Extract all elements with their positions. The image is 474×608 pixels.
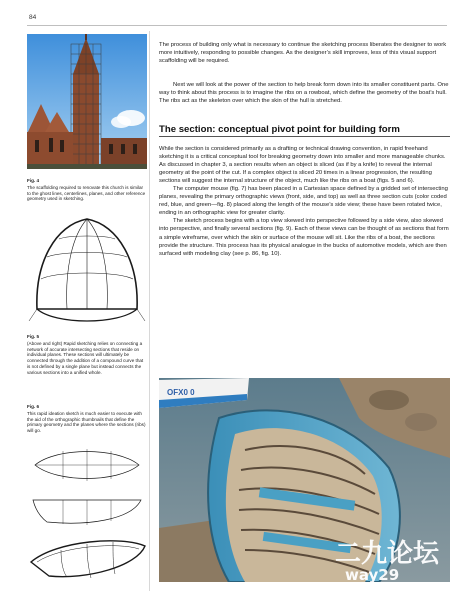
boat-perspective-sketch (27, 532, 147, 584)
rowboat-illustration (159, 378, 450, 582)
section-body (159, 145, 450, 258)
watermark-line2: way29 (345, 566, 400, 582)
perspective-drawing (27, 532, 147, 584)
fig4-label: Fig. 4 (27, 178, 39, 183)
body-p1: While the section is considered primarily as a drafting or technical drawing convention, in rapid freehand sketching it is a critical conceptual tool for breaking geometry down into smaller and more manageable chunks. As discussed in chapter 3, a section results when an object is sliced (as if by a knife) to reveal the internal geometry at the point of the cut. If a complex object is sliced 20 times in a linear progression, the resulting sections will suggest the internal structure of the object, much like the ribs on a boat (figs. 5 and 6). (159, 146, 446, 185)
page-number: 84 (29, 14, 37, 21)
boat-hull-marking: OFX0 0 (167, 388, 195, 397)
column-divider (149, 31, 150, 591)
fig6-caption (27, 404, 147, 434)
fig5-caption (27, 334, 147, 376)
fig6-text: This rapid ideation sketch is much easier to execute with the aid of the orthographic thumbnails that define the primary geometry and the planes where the sections (ribs) will go. (27, 410, 146, 434)
body-p3: The sketch process begins with a top view skewed into perspective followed by a side view, also skewed into perspective, and finally several sections (fig. 9). Each of these views can be thought of as sections that form a simple wireframe, over which the skin or surface of the mouse will sit. Like the ribs of a boat, the sections provide the structure. This process has its physical analogue in the bucks of automotive models, which are then surfaced with modeling clay (see p. 86, fig. 10). (159, 218, 449, 257)
church-illustration (27, 34, 147, 169)
header-rule (27, 25, 447, 26)
intro-p1: The process of building only what is necessary to continue the sketching process liberates the designer to work more intuitively, responding to possible changes. As the designer’s skill improves, less of this visual support scaffolding will be required. (159, 42, 447, 65)
watermark-line1: 二九论坛 (335, 539, 440, 569)
fig6-label: Fig. 6 (27, 404, 39, 409)
intro-paragraph-2 (159, 81, 450, 105)
fig5-label: Fig. 5 (27, 334, 39, 339)
intro-p2: Next we will look at the power of the section to help break form down into its smaller constituent parts. One way to think about this process is to imagine the ribs on a rowboat, which define the geometry of the boat’s hull. The ribs act as the skeleton over which the skin of the hull is stretched. (159, 82, 449, 105)
church-scaffolding-photo (27, 34, 147, 169)
top-view-drawing (27, 443, 147, 486)
boat-top-view-sketch (27, 443, 147, 486)
hull-sections-sketch (27, 213, 147, 331)
body-p2: The computer mouse (fig. 7) has been placed in a Cartesian space defined by a gridded set of intersecting planes, revealing the primary orthographic views (front, side, and top) as well as three section cuts (color coded red, blue, and green—fig. 8) placed along the length of the mouse’s side view; these have been rotated twice, ending in an orthographic view for greater clarity. (159, 186, 448, 217)
fig4-text: The scaffolding required to renovate this church is similar to the ghost lines, centerlines, planes, and other reference geometry used in sketching. (27, 184, 146, 202)
hull-sketch-drawing (27, 213, 147, 331)
boat-side-view-sketch (27, 490, 147, 532)
intro-paragraph-1 (159, 41, 450, 65)
rowboat-photo (159, 378, 450, 582)
header-bar (0, 0, 474, 18)
side-view-drawing (27, 490, 147, 532)
fig5-text: (Above and right) Rapid sketching relies on connecting a network of accurate intersecting sections that reside on individual planes. These sections will ultimately be connected through the addition of a compound curve that is not defined by a single plane but instead connects the various sections into a unified whole. (27, 340, 144, 375)
section-heading: The section: conceptual pivot point for building form (159, 124, 450, 137)
fig4-caption (27, 178, 147, 202)
